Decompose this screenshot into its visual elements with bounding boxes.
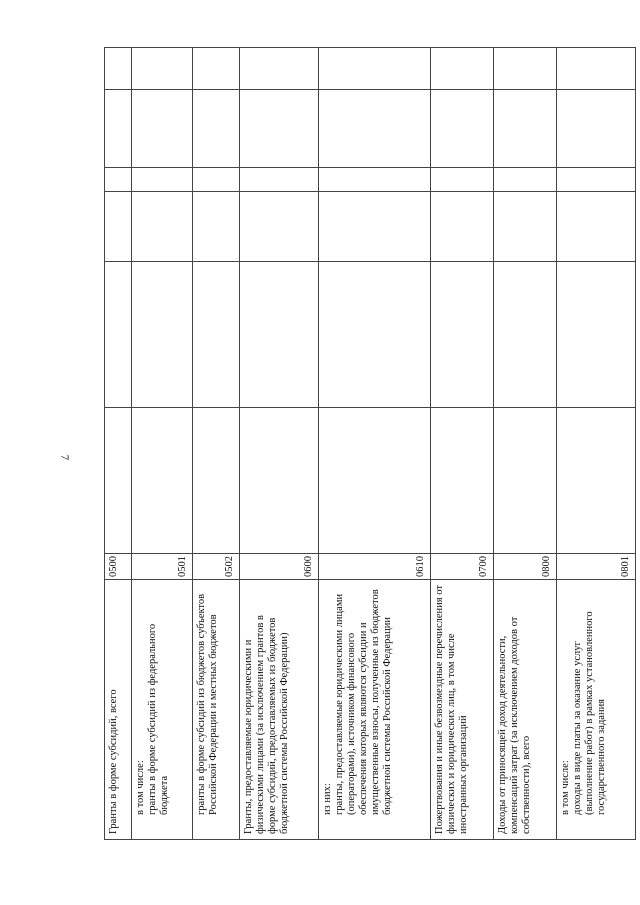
table-row [318, 48, 431, 840]
value-cell [105, 168, 132, 192]
row-code: 0800 [494, 554, 557, 580]
value-cell [318, 408, 431, 554]
row-code: 0502 [192, 554, 239, 580]
row-label: гранты в форме субсидий из бюджетов субъектов Российской Федерации и местных бюджетов [192, 580, 239, 840]
value-cell [132, 168, 193, 192]
value-cell [132, 262, 193, 408]
value-cell [240, 192, 319, 262]
value-cell [105, 48, 132, 90]
value-cell [132, 408, 193, 554]
revenue-table [104, 47, 636, 840]
value-cell [132, 48, 193, 90]
value-cell [240, 48, 319, 90]
value-cell [192, 192, 239, 262]
value-cell [192, 48, 239, 90]
table-row [132, 48, 193, 840]
value-cell [494, 90, 557, 168]
value-cell [494, 192, 557, 262]
value-cell [431, 48, 494, 90]
value-cell [557, 90, 636, 168]
value-cell [240, 90, 319, 168]
value-cell [132, 192, 193, 262]
value-cell [318, 48, 431, 90]
row-label-text: в том числе: гранты в форме субсидий из федерального бюджета [135, 623, 170, 815]
row-label [557, 580, 636, 840]
row-code: 0610 [318, 554, 431, 580]
value-cell [557, 168, 636, 192]
row-code: 0600 [240, 554, 319, 580]
table-frame [104, 48, 636, 840]
value-cell [494, 408, 557, 554]
value-cell [192, 408, 239, 554]
value-cell [431, 408, 494, 554]
value-cell [494, 168, 557, 192]
table-row [557, 48, 636, 840]
row-label: Пожертвования и иные безвозмездные перечисления от физических и юридических лиц, в том числе иностранных организаций [431, 580, 494, 840]
page-number: 7 [58, 454, 71, 461]
table-row [240, 48, 319, 840]
value-cell [192, 262, 239, 408]
row-label-text: в том числе: доходы в виде платы за оказание услуг (выполнение работ) в рамках установленного государственного задания [560, 611, 608, 815]
value-cell [318, 168, 431, 192]
value-cell [318, 90, 431, 168]
row-label: Доходы от приносящей доход деятельности, компенсаций затрат (за исключением доходов от собственности), всего [494, 580, 557, 840]
value-cell [557, 48, 636, 90]
row-code: 0501 [132, 554, 193, 580]
value-cell [431, 262, 494, 408]
value-cell [557, 408, 636, 554]
value-cell [318, 192, 431, 262]
table-row [105, 48, 132, 840]
value-cell [132, 90, 193, 168]
table-row [192, 48, 239, 840]
value-cell [431, 168, 494, 192]
value-cell [240, 168, 319, 192]
row-label [318, 580, 431, 840]
row-code: 0500 [105, 554, 132, 580]
value-cell [318, 262, 431, 408]
value-cell [192, 90, 239, 168]
value-cell [105, 192, 132, 262]
row-code: 0801 [557, 554, 636, 580]
table-row [431, 48, 494, 840]
row-label-text: из них: гранты, предоставляемые юридическими лицами (операторами), источником финансового обеспечения которых являются субсидии и имущественные взносы, полученные из бюджетов бюджетной системы Российской Федерации [321, 589, 393, 815]
row-label: Гранты в форме субсидий, всего [105, 580, 132, 840]
value-cell [105, 90, 132, 168]
row-label: Гранты, предоставляемые юридическими и физическими лицами (за исключением грантов в форме субсидий, предоставляемых из бюджетов бюджетной системы Российской Федерации) [240, 580, 319, 840]
value-cell [557, 262, 636, 408]
value-cell [240, 408, 319, 554]
value-cell [192, 168, 239, 192]
value-cell [240, 262, 319, 408]
value-cell [431, 192, 494, 262]
value-cell [494, 48, 557, 90]
value-cell [431, 90, 494, 168]
row-code: 0700 [431, 554, 494, 580]
value-cell [557, 192, 636, 262]
row-label [132, 580, 193, 840]
value-cell [105, 262, 132, 408]
value-cell [105, 408, 132, 554]
rotated-table-area [104, 48, 636, 840]
value-cell [494, 262, 557, 408]
table-row [494, 48, 557, 840]
